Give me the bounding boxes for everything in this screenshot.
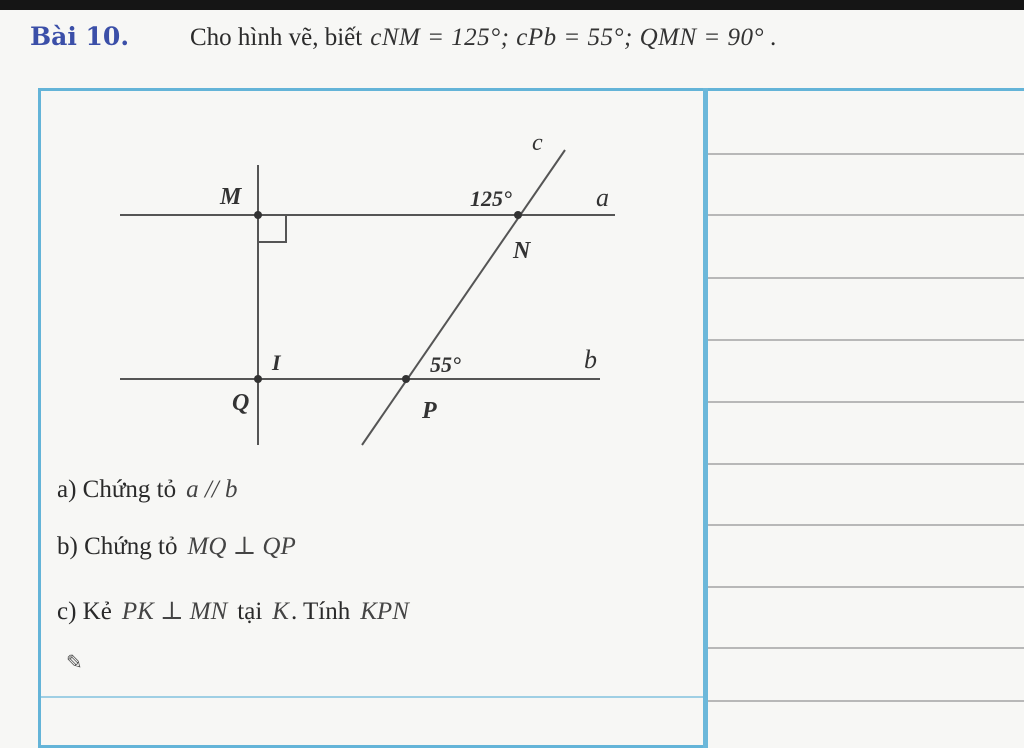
angle-label-n: 125° — [470, 186, 512, 211]
label-i: I — [272, 350, 281, 375]
question-b — [57, 531, 306, 561]
label-a: a — [596, 183, 609, 212]
question-c-mid: tại — [237, 598, 263, 625]
question-b-math: MQ ⊥ QP — [187, 533, 296, 560]
question-a — [57, 476, 248, 504]
label-p: P — [422, 398, 437, 424]
answer-line — [708, 401, 1024, 403]
question-c-math3: KPN — [360, 598, 409, 625]
question-a-prefix: a) Chứng tỏ — [57, 476, 177, 503]
answer-line — [708, 339, 1024, 341]
geometry-figure — [110, 120, 630, 460]
answer-line — [708, 524, 1024, 526]
question-c-prefix: c) Kẻ — [57, 598, 112, 625]
label-b: b — [584, 345, 597, 374]
exercise-given-angles: cNM = 125°; cPb = 55°; QMN = 90° — [370, 24, 764, 51]
exercise-number: Bài 10. — [30, 22, 130, 51]
frame-divider — [703, 88, 708, 748]
frame-top-right — [708, 88, 1024, 91]
question-c-math1: PK ⊥ MN — [121, 598, 228, 625]
answer-line — [708, 277, 1024, 279]
question-c — [57, 596, 419, 626]
exercise-end-period: . — [770, 24, 777, 51]
label-m: M — [220, 184, 242, 210]
line-c — [362, 150, 565, 445]
question-a-math: a // b — [186, 476, 238, 503]
top-bar — [0, 0, 1024, 10]
answer-line — [708, 214, 1024, 216]
answer-line — [708, 586, 1024, 588]
question-c-math2: K — [272, 598, 289, 625]
answer-line — [708, 700, 1024, 702]
point-n — [514, 211, 522, 219]
exercise-heading — [30, 22, 776, 62]
label-n: N — [513, 238, 531, 264]
label-c: c — [532, 130, 543, 156]
question-c-mid2: . Tính — [290, 598, 351, 625]
answer-line — [708, 647, 1024, 649]
angle-label-p: 55° — [430, 352, 461, 377]
right-angle-marker — [258, 215, 286, 242]
answer-line — [708, 153, 1024, 155]
point-p — [402, 375, 410, 383]
pencil-icon: ✎ — [66, 650, 83, 674]
point-m — [254, 211, 262, 219]
question-b-prefix: b) Chứng tỏ — [57, 533, 178, 560]
answer-line — [708, 463, 1024, 465]
exercise-intro: Cho hình vẽ, biết — [190, 24, 363, 51]
label-q: Q — [232, 390, 250, 416]
frame-bottom-line — [41, 696, 703, 698]
point-q — [254, 375, 262, 383]
